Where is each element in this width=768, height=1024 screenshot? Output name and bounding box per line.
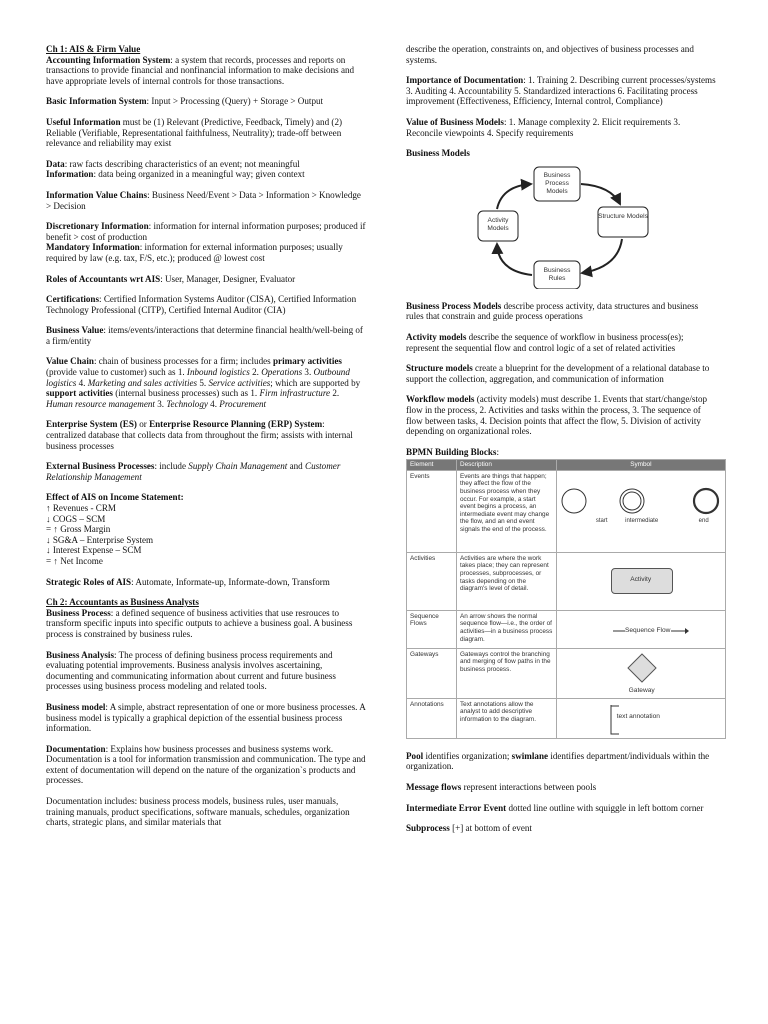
- ivc-definition: Information Value Chains: Business Need/Event > Data > Information > Knowledge > Decision: [46, 189, 361, 211]
- col-header: Symbol: [556, 460, 725, 471]
- arrow-rules-activity: [497, 244, 532, 275]
- node-business-rules: Business Rules: [543, 266, 571, 282]
- start-event-icon: [562, 489, 586, 513]
- documentation-definition: Documentation: Explains how business processes and business systems work. Documentation is a tool for information transmission and communication. The type and extent of documentation will depend on the nature of the organization`s products and processes.: [46, 743, 366, 786]
- effect-line: ↑ Revenues - CRM: [46, 503, 116, 513]
- left-column: [46, 44, 366, 838]
- start-label: start: [595, 517, 608, 524]
- ch1-heading: Ch 1: AIS & Firm Value: [46, 44, 141, 54]
- sequence-flow-label: Sequence Flow: [624, 626, 671, 634]
- node-business-process-models: Business Process Models: [543, 171, 571, 195]
- description-cell: Gateways control the branching and merging of flow paths in the business process.: [456, 648, 556, 698]
- gateway-diamond-icon: [627, 653, 657, 683]
- importance-documentation: Importance of Documentation: 1. Training 2. Describing current processes/systems 3. Auditing 4. Accountability 5. Standardized interactions 6. Facilitating process improvement (Effectiveness, Efficiency, Internal control, Compliance): [406, 75, 716, 107]
- description-cell: Text annotations allow the analyst to add descriptive information to the diagram.: [456, 698, 556, 738]
- structure-models-definition: Structure models create a blueprint for the development of a relational database to support the collection, aggregation, and communication of information: [406, 363, 710, 384]
- strategic-roles-definition: Strategic Roles of AIS: Automate, Informate-up, Informate-down, Transform: [46, 576, 330, 587]
- col-header: Element: [407, 460, 457, 471]
- element-cell: Annotations: [407, 698, 457, 738]
- end-label: end: [698, 517, 709, 524]
- value-business-models: Value of Business Models: 1. Manage complexity 2. Elicit requirements 3. Reconcile viewpoints 4. Specify requirements: [406, 116, 681, 138]
- table-row: [407, 470, 726, 552]
- node-structure-models: Structure Models: [598, 212, 648, 220]
- message-flows-definition: Message flows represent interactions between pools: [406, 782, 597, 793]
- value-chain-definition: Value Chain: chain of business processes for a firm; includes primary activities (provide value to customer) such as 1. Inbound logistics 2. Operations 3. Outbound logistics 4. Marketing and sales activities 5. Service activities; which are supported by support activities (internal business processes) such as 1. Firm infrastructure 2. Human resource management 3. Technology 4. Procurement: [46, 356, 361, 409]
- business-model-definition: Business model: A simple, abstract representation of one or more business processes. A business model is typically a graphical depiction of the essential business process information.: [46, 701, 366, 734]
- disc-mand-definition: Discretionary Information: information for internal information purposes; produced if benefit > cost of production Mandatory Information: information for external information purposes; usually required by law (e.g. tax, F/S, etc.); produced @ lowest cost: [46, 221, 366, 263]
- gateway-label: Gateway: [628, 686, 655, 694]
- description-cell: Events are things that happen; they affect the flow of the business process when they occur. For example, a start event begins a process, an intermediate event may change the flow, and an end event signals the end of the process.: [456, 470, 556, 552]
- business-value-definition: Business Value: items/events/interactions that determine financial health/well-being of a firm/entity: [46, 325, 363, 346]
- element-cell: Sequence Flows: [407, 610, 457, 648]
- symbol-cell-gateways: [556, 648, 725, 698]
- activity-label: Activity: [630, 575, 652, 583]
- description-cell: Activities are where the work takes place; they can represent processes, subprocesses, or tasks depending on the diagram's level of detail.: [456, 552, 556, 610]
- pool-definition: Pool identifies organization; swimlane identifies department/individuals within the organization.: [406, 750, 710, 772]
- bpmn-heading: BPMN Building Blocks:: [406, 446, 499, 457]
- ebp-definition: External Business Processes: include Supply Chain Management and Customer Relationship Management: [46, 461, 341, 482]
- right-column: [406, 44, 718, 844]
- bpm-definition: Business Process Models describe process activity, data structures and business rules that constrain and guide process operations: [406, 300, 699, 322]
- table-row: [407, 610, 726, 648]
- documentation-continued: describe the operation, constraints on, and objectives of business processes and systems.: [406, 44, 694, 65]
- effect-line: = ↑ Net Income: [46, 555, 103, 566]
- intermediate-error-definition: Intermediate Error Event dotted line outline with squiggle in left bottom corner: [406, 802, 704, 813]
- intermediate-label: intermediate: [625, 517, 659, 524]
- erp-definition: Enterprise System (ES) or Enterprise Resource Planning (ERP) System: centralized database that collects data from throughout the firm; assists with internal business processes: [46, 419, 353, 451]
- element-cell: Events: [407, 470, 457, 552]
- income-effect-block: [46, 492, 366, 566]
- effect-line: ↓ COGS – SCM: [46, 513, 106, 524]
- table-row: [407, 648, 726, 698]
- node-box-structure: [598, 207, 648, 237]
- arrow-process-structure: [581, 184, 620, 204]
- ch2-heading: Ch 2: Accountants as Business Analysts: [46, 597, 199, 608]
- roles-definition: Roles of Accountants wrt AIS: User, Manager, Designer, Evaluator: [46, 273, 296, 284]
- activity-models-definition: Activity models describe the sequence of workflow in business process(es); represent the sequential flow and control logic of a set of related activities: [406, 331, 684, 353]
- col-header: Description: [456, 460, 556, 471]
- event-symbols: [560, 485, 724, 535]
- certifications-definition: Certifications: Certified Information Systems Auditor (CISA), Certified Information Technology Professional (CITP), Certified Internal Auditor (CIA): [46, 294, 357, 315]
- business-analysis-definition: Business Analysis: The process of defining business process requirements and evaluating potential improvements. Business analysis involves ascertaining, documenting and communicating information about current and future business processes using business process modeling and related tools.: [46, 649, 336, 692]
- subprocess-definition: Subprocess [+] at bottom of event: [406, 823, 532, 834]
- bpmn-table: [406, 459, 726, 739]
- symbol-cell-annotations: [556, 698, 725, 738]
- workflow-models-definition: Workflow models (activity models) must describe 1. Events that start/change/stop flow in the process, 2. Activities and tasks within the process, 3. The sequence of flow between tasks, 4. Decision points that affect the flow, 5. Division of activity depending on organizational roles.: [406, 394, 708, 437]
- documentation-includes: Documentation includes: business process models, business rules, user manuals, training manuals, product specifications, software manuals, schedules, organization charts, strategic plans, and similar materials that: [46, 796, 350, 828]
- effect-line: ↓ SG&A – Enterprise System: [46, 534, 154, 545]
- business-models-heading: Business Models: [406, 148, 470, 159]
- income-effect-title: Effect of AIS on Income Statement:: [46, 492, 184, 503]
- table-row: [407, 552, 726, 610]
- intermediate-event-icon: [620, 489, 644, 513]
- element-cell: Gateways: [407, 648, 457, 698]
- node-activity-models: Activity Models: [487, 216, 509, 232]
- useful-info-definition: Useful Information must be (1) Relevant (Predictive, Feedback, Timely) and (2) Reliable (Verifiable, Representational faithfulness, Neutrality); trade-off between relevance and reliability may exist: [46, 116, 343, 149]
- symbol-cell-activities: [556, 552, 725, 610]
- bis-definition: Basic Information System: Input > Processing (Query) + Storage > Output: [46, 96, 324, 107]
- table-row: [407, 698, 726, 738]
- business-models-diagram: [406, 159, 718, 289]
- element-cell: Activities: [407, 552, 457, 610]
- symbol-cell-flows: [556, 610, 725, 648]
- table-header-row: [407, 460, 726, 471]
- arrow-activity-process: [497, 184, 531, 209]
- effect-line: ↓ Interest Expense – SCM: [46, 545, 142, 556]
- symbol-cell-events: [556, 470, 725, 552]
- end-event-icon: [694, 489, 718, 513]
- effect-line: = ↑ Gross Margin: [46, 524, 111, 535]
- business-process-definition: Business Process: a defined sequence of business activities that use resrouces to transform specific inputs into specific outputs to achieve a business goal. A business process is constrained by business rules.: [46, 607, 353, 639]
- annotation-label: text annotation: [616, 712, 660, 720]
- data-info-definition: Data: raw facts describing characteristics of an event; not meaningful Information: data being organized in a meaningful way; given context: [46, 158, 305, 180]
- description-cell: An arrow shows the normal sequence flow—i.e., the order of activities—in a business process diagram.: [456, 610, 556, 648]
- arrow-structure-rules: [582, 239, 622, 273]
- ais-definition: Accounting Information System: a system that records, processes and reports on transactions to provide financial and nonfinancial information to make decisions and have appropriate levels of internal controls for those transactions.: [46, 54, 355, 86]
